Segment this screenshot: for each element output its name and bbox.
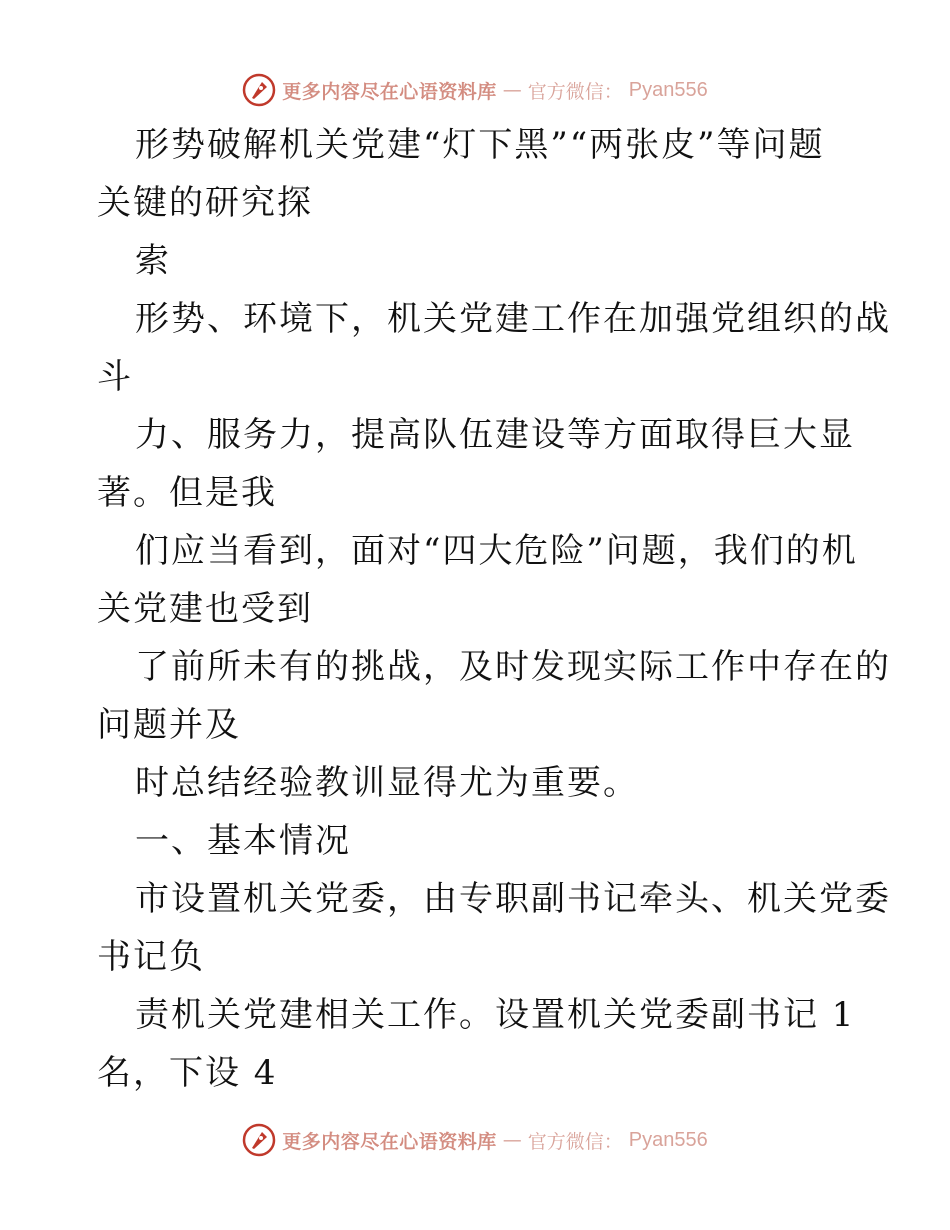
pen-nib-logo-icon bbox=[242, 73, 276, 107]
watermark-official-label: 官方微信： bbox=[527, 80, 623, 103]
doc-line: 名，下设 4 bbox=[97, 1053, 278, 1093]
doc-line: 著。但是我 bbox=[97, 473, 277, 513]
doc-line: 关键的研究探 bbox=[97, 183, 313, 223]
doc-line: 力、服务力，提高队伍建设等方面取得巨大显 bbox=[135, 415, 855, 455]
header-watermark bbox=[0, 70, 950, 110]
doc-line: 书记负 bbox=[97, 937, 205, 977]
watermark-text: 更多内容尽在心语资料库 bbox=[282, 80, 497, 103]
doc-line: 们应当看到，面对“四大危险”问题，我们的机 bbox=[135, 531, 858, 571]
doc-line: 形势破解机关党建“灯下黑”“两张皮”等问题 bbox=[135, 125, 825, 165]
doc-line: 时总结经验教训显得尤为重要。 bbox=[135, 763, 639, 803]
doc-line: 问题并及 bbox=[97, 705, 241, 745]
doc-line: 索 bbox=[135, 241, 171, 281]
doc-line: 一、基本情况 bbox=[135, 821, 351, 861]
watermark-dash: — bbox=[502, 79, 522, 101]
watermark-wechat-id: Pyan556 bbox=[628, 1128, 708, 1151]
watermark-text: 更多内容尽在心语资料库 bbox=[282, 1130, 497, 1153]
doc-line: 市设置机关党委，由专职副书记牵头、机关党委 bbox=[135, 879, 891, 919]
watermark-dash: — bbox=[502, 1129, 522, 1151]
doc-line: 关党建也受到 bbox=[97, 589, 313, 629]
document-body bbox=[97, 116, 891, 1102]
watermark-official-label: 官方微信： bbox=[527, 1130, 623, 1153]
watermark-wechat-id: Pyan556 bbox=[628, 78, 708, 101]
doc-line: 形势、环境下，机关党建工作在加强党组织的战 bbox=[135, 299, 891, 339]
doc-line: 了前所未有的挑战，及时发现实际工作中存在的 bbox=[135, 647, 891, 687]
doc-line: 斗 bbox=[97, 357, 133, 397]
pen-nib-logo-icon bbox=[242, 1123, 276, 1157]
footer-watermark bbox=[0, 1120, 950, 1160]
doc-line: 责机关党建相关工作。设置机关党委副书记 1 bbox=[135, 995, 856, 1035]
